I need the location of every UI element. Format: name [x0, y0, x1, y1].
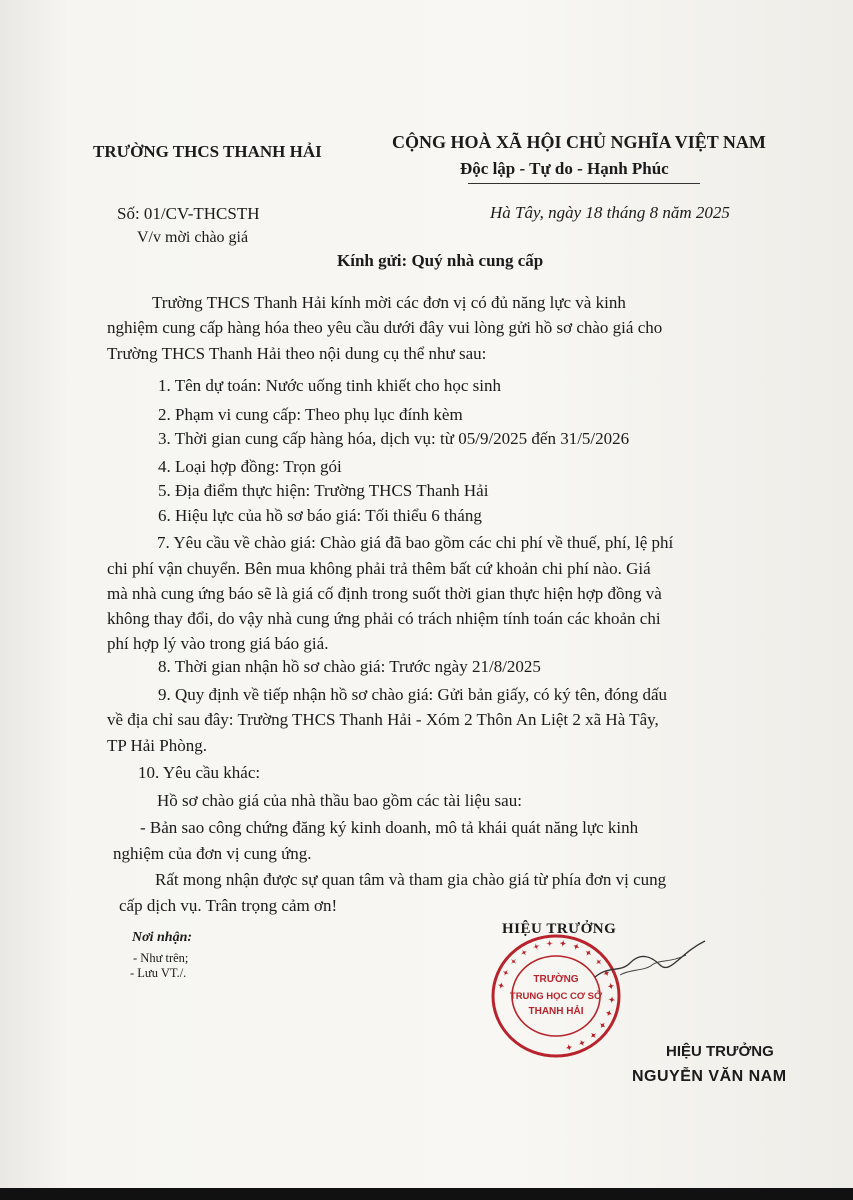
stamp-text: TRƯỜNG — [533, 974, 579, 985]
intro-line: Trường THCS Thanh Hải kính mời các đơn vị có đủ năng lực và kinh — [152, 293, 626, 312]
list-item: 9. Quy định về tiếp nhận hồ sơ chào giá: Gửi bản giấy, có ký tên, đóng dấu — [158, 685, 668, 704]
stamp-text: THANH HẢI — [528, 1006, 584, 1017]
list-item: 10. Yêu cầu khác: — [138, 763, 261, 782]
list-item: 7. Yêu cầu về chào giá: Chào giá đã bao gồm các chi phí về thuế, phí, lệ phí — [157, 533, 674, 552]
recipient-item: - Như trên; — [133, 951, 189, 965]
list-item: 3. Thời gian cung cấp hàng hóa, dịch vụ: từ 05/9/2025 đến 31/5/2026 — [158, 429, 630, 448]
signer-role-top: HIỆU TRƯỞNG — [502, 921, 617, 937]
closing-line: Rất mong nhận được sự quan tâm và tham gia chào giá từ phía đơn vị cung — [155, 870, 667, 889]
list-item-continued: phí hợp lý vào trong giá báo giá. — [107, 634, 329, 653]
list-item-continued: TP Hải Phòng. — [107, 736, 207, 755]
list-item: 6. Hiệu lực của hồ sơ báo giá: Tối thiểu 6 tháng — [158, 506, 482, 525]
national-motto: Độc lập - Tự do - Hạnh Phúc — [460, 159, 669, 178]
signer-role-bottom: HIỆU TRƯỞNG — [666, 1043, 774, 1060]
intro-line: nghiệm cung cấp hàng hóa theo yêu cầu dưới đây vui lòng gửi hồ sơ chào giá cho — [107, 318, 663, 337]
docs-intro: Hồ sơ chào giá của nhà thầu bao gồm các tài liệu sau: — [157, 791, 522, 810]
recipients-title: Nơi nhận: — [132, 930, 193, 945]
list-item-continued: chi phí vận chuyển. Bên mua không phải trả thêm bất cứ khoản chi phí nào. Giá — [107, 559, 651, 578]
list-item-continued: không thay đổi, do vậy nhà cung ứng phải có trách nhiệm tính toán các khoản chi — [107, 609, 661, 628]
intro-line: Trường THCS Thanh Hải theo nội dung cụ thể như sau: — [107, 344, 487, 363]
place-date: Hà Tây, ngày 18 tháng 8 năm 2025 — [490, 203, 730, 222]
docs-item: - Bản sao công chứng đăng ký kinh doanh, mô tả khái quát năng lực kinh — [140, 818, 639, 837]
signer-name: NGUYỄN VĂN NAM — [632, 1068, 787, 1085]
list-item: 5. Địa điểm thực hiện: Trường THCS Thanh Hải — [158, 481, 489, 500]
greeting: Kính gửi: Quý nhà cung cấp — [337, 251, 544, 270]
list-item-continued: về địa chỉ sau đây: Trường THCS Thanh Hải - Xóm 2 Thôn An Liệt 2 xã Hà Tây, — [107, 710, 659, 729]
school-name: TRƯỜNG THCS THANH HẢI — [93, 142, 322, 161]
photo-edge-shadow — [0, 1188, 853, 1200]
docs-item-continued: nghiệm của đơn vị cung ứng. — [113, 844, 312, 863]
document-number: Số: 01/CV-THCSTH — [117, 204, 260, 223]
motto-underline — [468, 183, 700, 184]
national-title: CỘNG HOÀ XÃ HỘI CHỦ NGHĨA VIỆT NAM — [392, 132, 766, 152]
recipient-item: - Lưu VT./. — [130, 966, 187, 980]
list-item: 2. Phạm vi cung cấp: Theo phụ lục đính kèm — [158, 405, 463, 424]
svg-text:✦ ✦ ✦ ✦ ✦ ✦ ✦ ✦ ✦ ✦ ✦ ✦ ✦ ✦ ✦: ✦ ✦ ✦ ✦ ✦ ✦ ✦ ✦ ✦ ✦ ✦ ✦ ✦ ✦ ✦ ✦ ✦ ✦ — [496, 938, 617, 1053]
list-item: 4. Loại hợp đồng: Trọn gói — [158, 457, 342, 476]
list-item-continued: mà nhà cung ứng báo sẽ là giá cố định trong suốt thời gian thực hiện hợp đồng và — [107, 584, 662, 603]
stamp-text: TRUNG HỌC CƠ SỞ — [509, 991, 603, 1002]
document-subject: V/v mời chào giá — [137, 229, 249, 246]
list-item: 8. Thời gian nhận hồ sơ chào giá: Trước ngày 21/8/2025 — [158, 657, 541, 676]
handwritten-signature — [590, 935, 710, 990]
list-item: 1. Tên dự toán: Nước uống tinh khiết cho học sinh — [158, 376, 501, 395]
closing-line: cấp dịch vụ. Trân trọng cảm ơn! — [119, 896, 338, 915]
